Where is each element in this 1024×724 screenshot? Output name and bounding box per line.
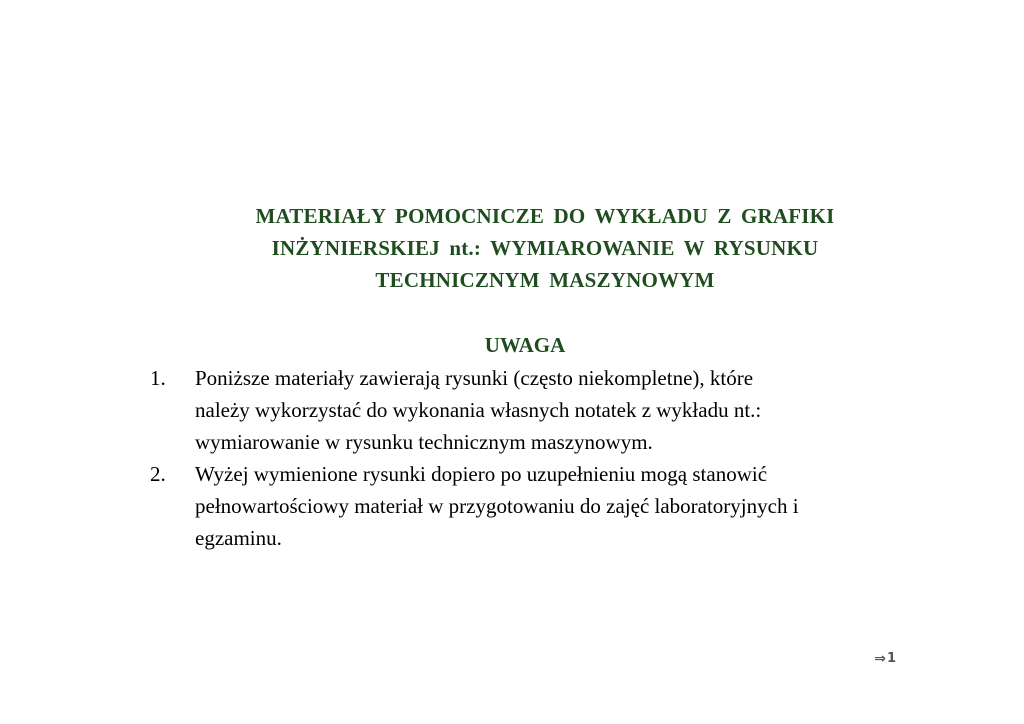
next-page-link[interactable] <box>874 651 896 666</box>
item-text-line: Wyżej wymienione rysunki dopiero po uzupełnieniu mogą stanowić <box>195 462 768 486</box>
item-number: 2. <box>150 462 166 486</box>
notice-item <box>150 458 920 554</box>
item-text-line: egzaminu. <box>195 526 282 550</box>
item-text-line: Poniższe materiały zawierają rysunki (często niekompletne), które <box>195 366 754 390</box>
item-text-line: należy wykorzystać do wykonania własnych notatek z wykładu nt.: <box>195 398 762 422</box>
notice-heading: UWAGA <box>484 333 566 357</box>
title-line: TECHNICZNYM MASZYNOWYM <box>375 268 715 292</box>
notice-item <box>150 362 920 458</box>
document-title <box>160 200 930 296</box>
item-number: 1. <box>150 366 166 390</box>
title-line: INŻYNIERSKIEJ nt.: WYMIAROWANIE W RYSUNKU <box>271 236 819 260</box>
page-number: 1 <box>886 651 896 666</box>
title-line: MATERIAŁY POMOCNICZE DO WYKŁADU Z GRAFIKI <box>255 204 835 228</box>
item-text-line: wymiarowanie w rysunku technicznym maszynowym. <box>195 430 653 454</box>
double-arrow-right-icon: ⇒ <box>874 650 886 667</box>
notice-list <box>150 362 920 554</box>
item-text-line: pełnowartościowy materiał w przygotowaniu do zajęć laboratoryjnych i <box>195 494 799 518</box>
